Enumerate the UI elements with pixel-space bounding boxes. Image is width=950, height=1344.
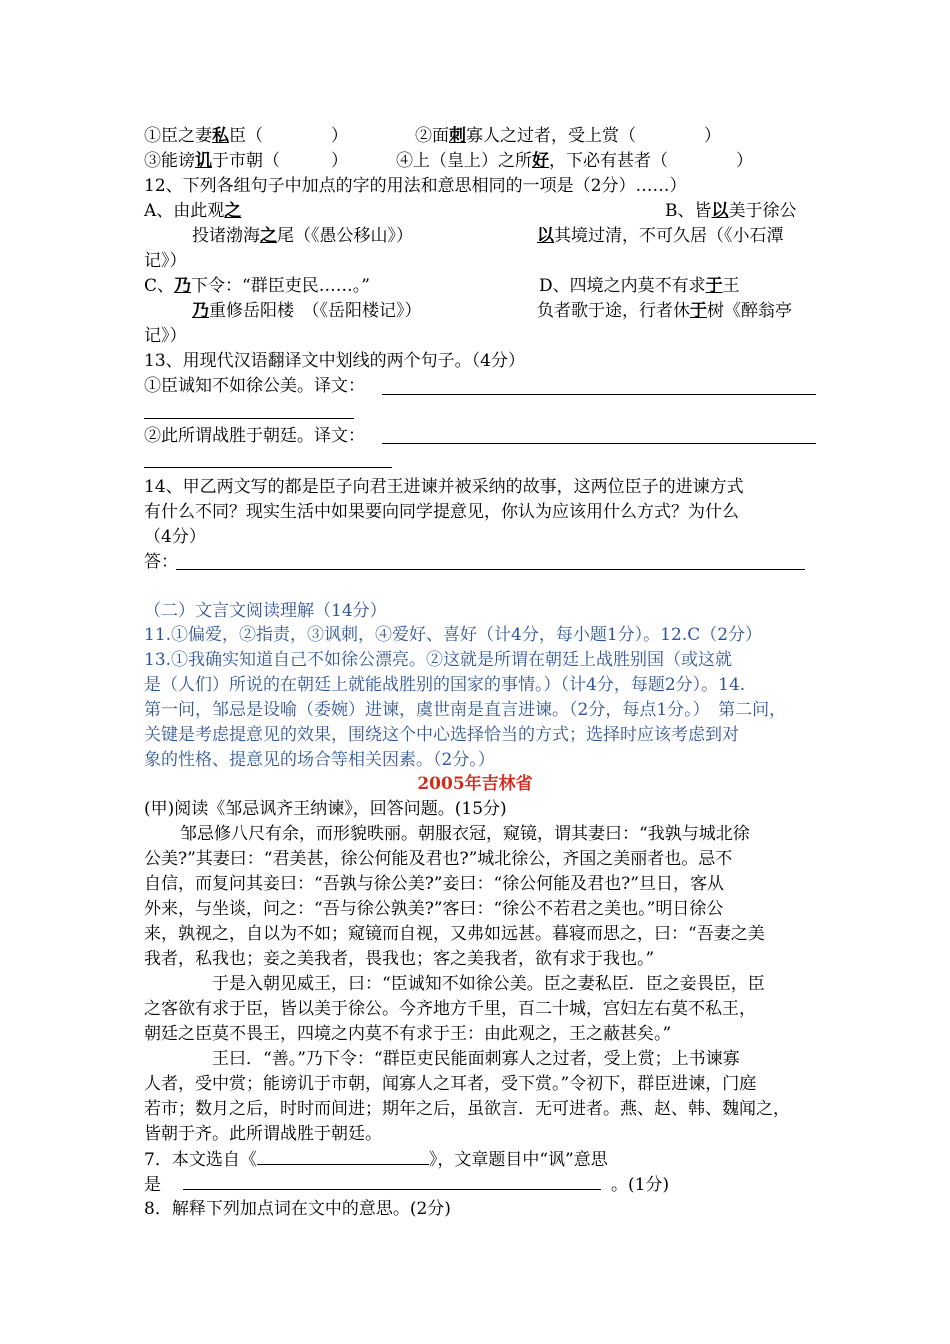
q14-answer-label: 答： xyxy=(144,552,178,572)
q13-sentence-1: ①臣诚知不如徐公美。译文： xyxy=(144,376,365,396)
answer-key-line: 13.①我确实知道自己不如徐公漂亮。②这就是所谓在朝廷上战胜别国（或这就 xyxy=(144,650,733,670)
passage-line: 来，孰视之，自以为不如；窥镜而自视，又弗如远甚。暮寝而思之，曰：“吾妻之美 xyxy=(144,924,765,944)
passage-line: 外来，与坐谈，问之：“吾与徐公孰美?”客曰：“徐公不若君之美也。”明日徐公 xyxy=(144,899,724,919)
q11-row1-b: ②面刺寡人之过者，受上赏（ ） xyxy=(415,126,721,146)
passage-line: 邹忌修八尺有余，而形貌昳丽。朝服衣冠，窥镜，谓其妻曰：“我孰与城北徐 xyxy=(180,824,750,844)
passage-line: 自信，而复问其妾曰：“吾孰与徐公美?”妾曰：“徐公何能及君也?”旦日，客从 xyxy=(144,874,724,894)
passage-line: 若市；数月之后，时时而间进；期年之后，虽欲言．无可进者。燕、赵、韩、魏闻之， xyxy=(144,1099,790,1119)
passage-line: 于是入朝见威王，曰：“臣诚知不如徐公美。臣之妻私臣．臣之妾畏臣，臣 xyxy=(212,974,765,994)
passage-intro: (甲)阅读《邹忌讽齐王纳谏》，回答问题。(15分) xyxy=(144,799,507,819)
q12-option-c2: 乃重修岳阳楼 （《岳阳楼记》） xyxy=(192,301,422,321)
answer-key-line: 11.①偏爱，②指责，③讽刺，④爱好、喜好（计4分，每小题1分）。12.C（2分） xyxy=(144,625,763,645)
q12-option-d2: 负者歌于途，行者休于树《醉翁亭 xyxy=(537,301,792,321)
answer-key-line: 是（人们）所说的在朝廷上就能战胜别的国家的事情。）（计4分，每题2分）。14. xyxy=(144,675,746,695)
q14-line-1: 14、甲乙两文写的都是臣子向君王进谏并被采纳的故事，这两位臣子的进谏方式 xyxy=(144,477,744,497)
passage-line: 人者，受中赏；能谤讥于市朝，闻寡人之耳者，受下赏。”令初下，群臣进谏，门庭 xyxy=(144,1074,757,1094)
q7-line-2: 是 。(1分) xyxy=(144,1172,669,1197)
q12-cont1: 记》） xyxy=(144,251,187,271)
answer-line[interactable] xyxy=(144,467,392,468)
passage-line: 我者，私我也；妾之美我者，畏我也；客之美我者，欲有求于我也。” xyxy=(144,949,655,969)
answer-key-line: 关键是考虑提意见的效果，围绕这个中心选择恰当的方式；选择时应该考虑到对 xyxy=(144,725,739,745)
q12-option-b1: B、皆以美于徐公 xyxy=(665,201,797,221)
q12-option-c1: C、乃下令：“群臣吏民……。” xyxy=(144,276,370,296)
q12-option-b2: 以其境过清，不可久居（《小石潭 xyxy=(537,226,784,246)
answer-line[interactable] xyxy=(176,569,805,570)
answer-key-line: 象的性格、提意见的场合等相关因素。（2分。） xyxy=(144,750,495,770)
q12-option-a1: A、由此观之 xyxy=(144,201,242,221)
q11-row1: ①臣之妻私臣（ ） xyxy=(144,126,348,146)
answer-key-heading: （二）文言文阅读理解（14分） xyxy=(144,601,387,621)
answer-line[interactable] xyxy=(144,418,354,419)
passage-line: 朝廷之臣莫不畏王，四境之内莫不有求于王：由此观之，王之蔽甚矣。” xyxy=(144,1024,672,1044)
passage-line: 之客欲有求于臣，皆以美于徐公。今齐地方千里，百二十城，宫妇左右莫不私王， xyxy=(144,999,756,1019)
answer-line[interactable] xyxy=(382,394,816,395)
section-title: 2005年吉林省 xyxy=(417,774,533,794)
q12-cont2: 记》） xyxy=(144,326,187,346)
q7-line-1: 7．本文选自《 》，文章题目中“讽”意思 xyxy=(144,1147,608,1172)
q14-line-2: 有什么不同？现实生活中如果要向同学提意见，你认为应该用什么方式？为什么 xyxy=(144,502,739,522)
q13-sentence-2: ②此所谓战胜于朝廷。译文： xyxy=(144,426,365,446)
q12-option-d1: D、四境之内莫不有求于王 xyxy=(539,276,740,296)
answer-blank[interactable] xyxy=(257,1147,429,1165)
answer-blank[interactable] xyxy=(183,1172,601,1190)
passage-line: 公美?”其妻曰：“君美甚，徐公何能及君也?”城北徐公，齐国之美丽者也。忌不 xyxy=(144,849,733,869)
answer-line[interactable] xyxy=(382,443,816,444)
answer-key-line: 第一问，邹忌是设喻（委婉）进谏，虞世南是直言进谏。（2分，每点1分。） 第二问， xyxy=(144,700,787,720)
q11-row2: ③能谤讥于市朝（ ） xyxy=(144,151,348,171)
q13-stem: 13、用现代汉语翻译文中划线的两个句子。（4分） xyxy=(144,351,525,371)
q14-line-3: （4分） xyxy=(144,527,206,547)
passage-line: 王曰．“善。”乃下令：“群臣吏民能面刺寡人之过者，受上赏；上书谏寡 xyxy=(212,1049,740,1069)
q8-stem: 8．解释下列加点词在文中的意思。(2分) xyxy=(144,1199,451,1219)
q11-row2-b: ④上（皇上）之所好，下必有甚者（ ） xyxy=(396,151,753,171)
q12-stem: 12、下列各组句子中加点的字的用法和意思相同的一项是（2分）……） xyxy=(144,176,687,196)
passage-line: 皆朝于齐。此所谓战胜于朝廷。 xyxy=(144,1124,382,1144)
q12-option-a2: 投诸渤海之尾（《愚公移山》） xyxy=(192,226,413,246)
